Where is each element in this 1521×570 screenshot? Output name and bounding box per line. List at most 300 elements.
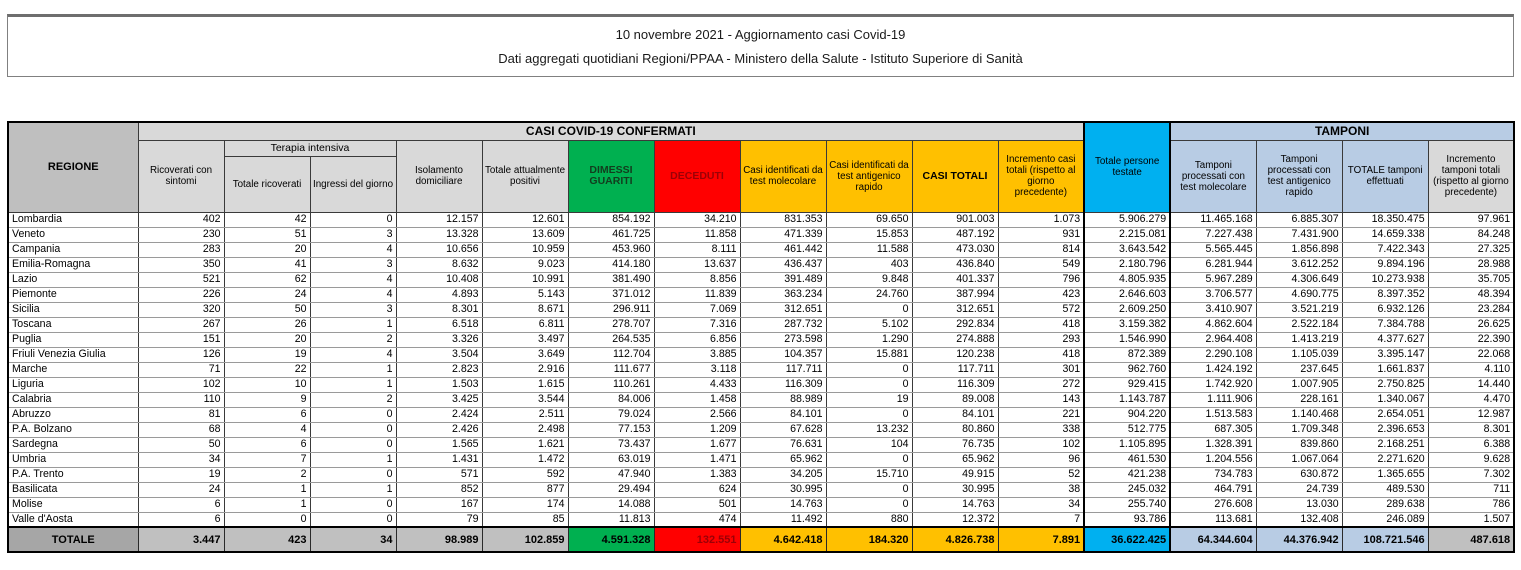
cell-value: 8.301 <box>396 302 482 317</box>
cell-value: 6 <box>224 437 310 452</box>
cell-value: 0 <box>826 302 912 317</box>
cell-value: 0 <box>826 377 912 392</box>
cell-value: 839.860 <box>1256 437 1342 452</box>
cell-value: 85 <box>482 512 568 527</box>
cell-value: 6.518 <box>396 317 482 332</box>
table-row <box>8 452 1514 467</box>
cell-value: 8.397.352 <box>1342 287 1428 302</box>
cell-value: 2.522.184 <box>1256 317 1342 332</box>
cell-value: 1.413.219 <box>1256 332 1342 347</box>
cell-value: 929.415 <box>1084 377 1170 392</box>
cell-value: 512.775 <box>1084 422 1170 437</box>
cell-value: 474 <box>654 512 740 527</box>
cell-value: 3.395.147 <box>1342 347 1428 362</box>
cell-value: 34.210 <box>654 212 740 227</box>
cell-value: 29.494 <box>568 482 654 497</box>
cell-value: 2.290.108 <box>1170 347 1256 362</box>
cell-value: 3.425 <box>396 392 482 407</box>
cell-value: 11.813 <box>568 512 654 527</box>
cell-value: 3.649 <box>482 347 568 362</box>
cell-value: 2.215.081 <box>1084 227 1170 242</box>
cell-value: 3 <box>310 257 396 272</box>
totals-value: 4.826.738 <box>912 527 998 552</box>
table-row <box>8 422 1514 437</box>
cell-value: 10 <box>224 377 310 392</box>
cell-value: 23.284 <box>1428 302 1514 317</box>
cell-value: 50 <box>138 437 224 452</box>
region-name: Liguria <box>8 377 138 392</box>
cell-value: 7.384.788 <box>1342 317 1428 332</box>
cell-value: 69.650 <box>826 212 912 227</box>
totals-value: 487.618 <box>1428 527 1514 552</box>
region-name: Valle d'Aosta <box>8 512 138 527</box>
cell-value: 3.544 <box>482 392 568 407</box>
cell-value: 10.656 <box>396 242 482 257</box>
cell-value: 117.711 <box>912 362 998 377</box>
cell-value: 11.588 <box>826 242 912 257</box>
header-totale-attualmente-positivi: Totale attualmente positivi <box>482 140 568 212</box>
table-row <box>8 347 1514 362</box>
cell-value: 1.140.468 <box>1256 407 1342 422</box>
cell-value: 7 <box>224 452 310 467</box>
cell-value: 3 <box>310 227 396 242</box>
cell-value: 471.339 <box>740 227 826 242</box>
cell-value: 1.503 <box>396 377 482 392</box>
cell-value: 228.161 <box>1256 392 1342 407</box>
cell-value: 1.209 <box>654 422 740 437</box>
cell-value: 10.959 <box>482 242 568 257</box>
covid-table-container <box>7 121 1514 553</box>
cell-value: 2.180.796 <box>1084 257 1170 272</box>
cell-value: 2.654.051 <box>1342 407 1428 422</box>
cell-value: 289.638 <box>1342 497 1428 512</box>
header-ricoverati-con-sintomi: Ricoverati con sintomi <box>138 140 224 212</box>
cell-value: 2.424 <box>396 407 482 422</box>
table-row <box>8 392 1514 407</box>
cell-value: 50 <box>224 302 310 317</box>
cell-value: 6 <box>138 512 224 527</box>
cell-value: 7.069 <box>654 302 740 317</box>
cell-value: 6 <box>138 497 224 512</box>
cell-value: 403 <box>826 257 912 272</box>
cell-value: 7.302 <box>1428 467 1514 482</box>
cell-value: 381.490 <box>568 272 654 287</box>
cell-value: 4 <box>310 272 396 287</box>
cell-value: 93.786 <box>1084 512 1170 527</box>
cell-value: 8.111 <box>654 242 740 257</box>
totals-value: 3.447 <box>138 527 224 552</box>
cell-value: 421.238 <box>1084 467 1170 482</box>
cell-value: 3.612.252 <box>1256 257 1342 272</box>
cell-value: 63.019 <box>568 452 654 467</box>
cell-value: 624 <box>654 482 740 497</box>
cell-value: 13.232 <box>826 422 912 437</box>
cell-value: 1.007.905 <box>1256 377 1342 392</box>
cell-value: 461.530 <box>1084 452 1170 467</box>
cell-value: 267 <box>138 317 224 332</box>
cell-value: 42 <box>224 212 310 227</box>
region-name: P.A. Bolzano <box>8 422 138 437</box>
cell-value: 9.023 <box>482 257 568 272</box>
totals-value: 7.891 <box>998 527 1084 552</box>
cell-value: 423 <box>998 287 1084 302</box>
cell-value: 1.111.906 <box>1170 392 1256 407</box>
cell-value: 51 <box>224 227 310 242</box>
cell-value: 4.690.775 <box>1256 287 1342 302</box>
cell-value: 22.390 <box>1428 332 1514 347</box>
cell-value: 116.309 <box>740 377 826 392</box>
table-row <box>8 467 1514 482</box>
cell-value: 4.377.627 <box>1342 332 1428 347</box>
cell-value: 13.609 <box>482 227 568 242</box>
cell-value: 4 <box>310 347 396 362</box>
cell-value: 1 <box>310 452 396 467</box>
cell-value: 312.651 <box>912 302 998 317</box>
title-box <box>7 14 1514 77</box>
header-incremento-casi: Incremento casi totali (rispetto al giorno precedente) <box>998 140 1084 212</box>
cell-value: 34 <box>998 497 1084 512</box>
cell-value: 272 <box>998 377 1084 392</box>
cell-value: 19 <box>224 347 310 362</box>
cell-value: 630.872 <box>1256 467 1342 482</box>
cell-value: 11.465.168 <box>1170 212 1256 227</box>
cell-value: 8.301 <box>1428 422 1514 437</box>
cell-value: 1.661.837 <box>1342 362 1428 377</box>
cell-value: 877 <box>482 482 568 497</box>
cell-value: 126 <box>138 347 224 362</box>
cell-value: 401.337 <box>912 272 998 287</box>
cell-value: 84.101 <box>740 407 826 422</box>
totals-value: 34 <box>310 527 396 552</box>
region-name: Emilia-Romagna <box>8 257 138 272</box>
region-name: Lombardia <box>8 212 138 227</box>
region-name: Veneto <box>8 227 138 242</box>
table-row <box>8 212 1514 227</box>
cell-value: 14.440 <box>1428 377 1514 392</box>
cell-value: 312.651 <box>740 302 826 317</box>
cell-value: 371.012 <box>568 287 654 302</box>
cell-value: 110 <box>138 392 224 407</box>
cell-value: 1.340.067 <box>1342 392 1428 407</box>
table-row <box>8 362 1514 377</box>
table-row <box>8 242 1514 257</box>
cell-value: 5.143 <box>482 287 568 302</box>
cell-value: 113.681 <box>1170 512 1256 527</box>
cell-value: 65.962 <box>912 452 998 467</box>
cell-value: 28.988 <box>1428 257 1514 272</box>
cell-value: 71 <box>138 362 224 377</box>
cell-value: 489.530 <box>1342 482 1428 497</box>
cell-value: 4.862.604 <box>1170 317 1256 332</box>
cell-value: 4.805.935 <box>1084 272 1170 287</box>
cell-value: 3.159.382 <box>1084 317 1170 332</box>
region-name: Abruzzo <box>8 407 138 422</box>
cell-value: 89.008 <box>912 392 998 407</box>
cell-value: 80.860 <box>912 422 998 437</box>
cell-value: 26 <box>224 317 310 332</box>
cell-value: 14.763 <box>740 497 826 512</box>
cell-value: 8.671 <box>482 302 568 317</box>
cell-value: 521 <box>138 272 224 287</box>
cell-value: 84.248 <box>1428 227 1514 242</box>
cell-value: 3.504 <box>396 347 482 362</box>
header-totale-persone-testate: Totale persone testate <box>1084 122 1170 212</box>
region-name: Friuli Venezia Giulia <box>8 347 138 362</box>
cell-value: 292.834 <box>912 317 998 332</box>
cell-value: 67.628 <box>740 422 826 437</box>
region-name: Piemonte <box>8 287 138 302</box>
cell-value: 30.995 <box>912 482 998 497</box>
cell-value: 79.024 <box>568 407 654 422</box>
header-casi-totali: CASI TOTALI <box>912 140 998 212</box>
cell-value: 283 <box>138 242 224 257</box>
table-row <box>8 272 1514 287</box>
cell-value: 296.911 <box>568 302 654 317</box>
cell-value: 5.565.445 <box>1170 242 1256 257</box>
cell-value: 1.513.583 <box>1170 407 1256 422</box>
cell-value: 3.410.907 <box>1170 302 1256 317</box>
totals-value: 132.551 <box>654 527 740 552</box>
cell-value: 1.621 <box>482 437 568 452</box>
totals-value: 98.989 <box>396 527 482 552</box>
cell-value: 27.325 <box>1428 242 1514 257</box>
cell-value: 102 <box>138 377 224 392</box>
cell-value: 418 <box>998 347 1084 362</box>
table-row <box>8 227 1514 242</box>
cell-value: 2.511 <box>482 407 568 422</box>
cell-value: 30.995 <box>740 482 826 497</box>
cell-value: 852 <box>396 482 482 497</box>
cell-value: 350 <box>138 257 224 272</box>
cell-value: 7.422.343 <box>1342 242 1428 257</box>
cell-value: 0 <box>310 437 396 452</box>
cell-value: 276.608 <box>1170 497 1256 512</box>
table-body <box>8 212 1514 527</box>
cell-value: 84.101 <box>912 407 998 422</box>
cell-value: 2.750.825 <box>1342 377 1428 392</box>
cell-value: 1.565 <box>396 437 482 452</box>
cell-value: 104 <box>826 437 912 452</box>
region-name: Marche <box>8 362 138 377</box>
cell-value: 4.110 <box>1428 362 1514 377</box>
table-row <box>8 497 1514 512</box>
cell-value: 3.885 <box>654 347 740 362</box>
cell-value: 338 <box>998 422 1084 437</box>
cell-value: 0 <box>826 452 912 467</box>
cell-value: 1.856.898 <box>1256 242 1342 257</box>
cell-value: 1.383 <box>654 467 740 482</box>
cell-value: 10.991 <box>482 272 568 287</box>
cell-value: 1.472 <box>482 452 568 467</box>
cell-value: 6.811 <box>482 317 568 332</box>
cell-value: 19 <box>138 467 224 482</box>
cell-value: 110.261 <box>568 377 654 392</box>
cell-value: 1.677 <box>654 437 740 452</box>
cell-value: 1 <box>310 377 396 392</box>
cell-value: 2.609.250 <box>1084 302 1170 317</box>
cell-value: 3.497 <box>482 332 568 347</box>
cell-value: 6.281.944 <box>1170 257 1256 272</box>
cell-value: 901.003 <box>912 212 998 227</box>
cell-value: 5.906.279 <box>1084 212 1170 227</box>
cell-value: 2.566 <box>654 407 740 422</box>
cell-value: 26.625 <box>1428 317 1514 332</box>
cell-value: 0 <box>826 482 912 497</box>
cell-value: 9 <box>224 392 310 407</box>
cell-value: 6.388 <box>1428 437 1514 452</box>
cell-value: 76.735 <box>912 437 998 452</box>
table-row <box>8 302 1514 317</box>
region-name: Sardegna <box>8 437 138 452</box>
cell-value: 464.791 <box>1170 482 1256 497</box>
cell-value: 10.408 <box>396 272 482 287</box>
cell-value: 1 <box>310 317 396 332</box>
region-name: Sicilia <box>8 302 138 317</box>
cell-value: 453.960 <box>568 242 654 257</box>
cell-value: 3.118 <box>654 362 740 377</box>
cell-value: 293 <box>998 332 1084 347</box>
cell-value: 0 <box>310 512 396 527</box>
totals-value: 4.642.418 <box>740 527 826 552</box>
header-ingressi-del-giorno: Ingressi del giorno <box>310 156 396 212</box>
cell-value: 391.489 <box>740 272 826 287</box>
totals-value: 108.721.546 <box>1342 527 1428 552</box>
cell-value: 264.535 <box>568 332 654 347</box>
cell-value: 3.521.219 <box>1256 302 1342 317</box>
cell-value: 10.273.938 <box>1342 272 1428 287</box>
totals-value: 64.344.604 <box>1170 527 1256 552</box>
cell-value: 116.309 <box>912 377 998 392</box>
cell-value: 1.204.556 <box>1170 452 1256 467</box>
cell-value: 104.357 <box>740 347 826 362</box>
cell-value: 4 <box>310 287 396 302</box>
cell-value: 221 <box>998 407 1084 422</box>
cell-value: 12.987 <box>1428 407 1514 422</box>
cell-value: 151 <box>138 332 224 347</box>
cell-value: 167 <box>396 497 482 512</box>
cell-value: 387.994 <box>912 287 998 302</box>
cell-value: 4.433 <box>654 377 740 392</box>
cell-value: 572 <box>998 302 1084 317</box>
cell-value: 461.725 <box>568 227 654 242</box>
region-name: Puglia <box>8 332 138 347</box>
cell-value: 402 <box>138 212 224 227</box>
cell-value: 4.470 <box>1428 392 1514 407</box>
table-row <box>8 287 1514 302</box>
header-tamponi-molecolare: Tamponi processati con test molecolare <box>1170 140 1256 212</box>
cell-value: 0 <box>310 407 396 422</box>
cell-value: 255.740 <box>1084 497 1170 512</box>
cell-value: 14.763 <box>912 497 998 512</box>
cell-value: 6.885.307 <box>1256 212 1342 227</box>
cell-value: 962.760 <box>1084 362 1170 377</box>
cell-value: 174 <box>482 497 568 512</box>
cell-value: 931 <box>998 227 1084 242</box>
cell-value: 226 <box>138 287 224 302</box>
cell-value: 14.088 <box>568 497 654 512</box>
cell-value: 52 <box>998 467 1084 482</box>
cell-value: 237.645 <box>1256 362 1342 377</box>
cell-value: 12.157 <box>396 212 482 227</box>
cell-value: 24.739 <box>1256 482 1342 497</box>
cell-value: 24 <box>138 482 224 497</box>
cell-value: 15.881 <box>826 347 912 362</box>
cell-value: 9.894.196 <box>1342 257 1428 272</box>
cell-value: 414.180 <box>568 257 654 272</box>
cell-value: 41 <box>224 257 310 272</box>
cell-value: 7.431.900 <box>1256 227 1342 242</box>
cell-value: 88.989 <box>740 392 826 407</box>
cell-value: 1.546.990 <box>1084 332 1170 347</box>
cell-value: 418 <box>998 317 1084 332</box>
cell-value: 18.350.475 <box>1342 212 1428 227</box>
title-line-2: Dati aggregati quotidiani Regioni/PPAA - Ministero della Salute - Istituto Superiore di Sanità <box>498 51 1023 67</box>
cell-value: 77.153 <box>568 422 654 437</box>
cell-value: 2.964.408 <box>1170 332 1256 347</box>
cell-value: 81 <box>138 407 224 422</box>
header-regione: REGIONE <box>8 122 138 212</box>
cell-value: 2.916 <box>482 362 568 377</box>
cell-value: 34 <box>138 452 224 467</box>
cell-value: 2.271.620 <box>1342 452 1428 467</box>
cell-value: 1.073 <box>998 212 1084 227</box>
table-footer <box>8 527 1514 552</box>
cell-value: 7.316 <box>654 317 740 332</box>
header-casi-test-molecolare: Casi identificati da test molecolare <box>740 140 826 212</box>
cell-value: 2.426 <box>396 422 482 437</box>
cell-value: 549 <box>998 257 1084 272</box>
region-name: Umbria <box>8 452 138 467</box>
table-row <box>8 407 1514 422</box>
cell-value: 143 <box>998 392 1084 407</box>
cell-value: 65.962 <box>740 452 826 467</box>
cell-value: 22 <box>224 362 310 377</box>
header-terapia-intensiva: Terapia intensiva <box>224 140 396 156</box>
header-banner-casi-confermati: CASI COVID-19 CONFERMATI <box>138 122 1084 140</box>
region-name: Lazio <box>8 272 138 287</box>
table-row <box>8 332 1514 347</box>
cell-value: 9.628 <box>1428 452 1514 467</box>
cell-value: 872.389 <box>1084 347 1170 362</box>
cell-value: 5.967.289 <box>1170 272 1256 287</box>
table-row <box>8 377 1514 392</box>
cell-value: 734.783 <box>1170 467 1256 482</box>
cell-value: 11.492 <box>740 512 826 527</box>
cell-value: 1 <box>224 497 310 512</box>
cell-value: 79 <box>396 512 482 527</box>
cell-value: 19 <box>826 392 912 407</box>
cell-value: 15.853 <box>826 227 912 242</box>
cell-value: 4.893 <box>396 287 482 302</box>
header-deceduti: DECEDUTI <box>654 140 740 212</box>
cell-value: 7.227.438 <box>1170 227 1256 242</box>
cell-value: 0 <box>310 497 396 512</box>
cell-value: 1.424.192 <box>1170 362 1256 377</box>
cell-value: 24 <box>224 287 310 302</box>
cell-value: 0 <box>826 407 912 422</box>
cell-value: 4 <box>224 422 310 437</box>
cell-value: 8.632 <box>396 257 482 272</box>
cell-value: 20 <box>224 332 310 347</box>
cell-value: 15.710 <box>826 467 912 482</box>
cell-value: 0 <box>826 497 912 512</box>
cell-value: 111.677 <box>568 362 654 377</box>
header-incremento-tamponi: Incremento tamponi totali (rispetto al giorno precedente) <box>1428 140 1514 212</box>
cell-value: 711 <box>1428 482 1514 497</box>
region-name: P.A. Trento <box>8 467 138 482</box>
cell-value: 3 <box>310 302 396 317</box>
cell-value: 592 <box>482 467 568 482</box>
